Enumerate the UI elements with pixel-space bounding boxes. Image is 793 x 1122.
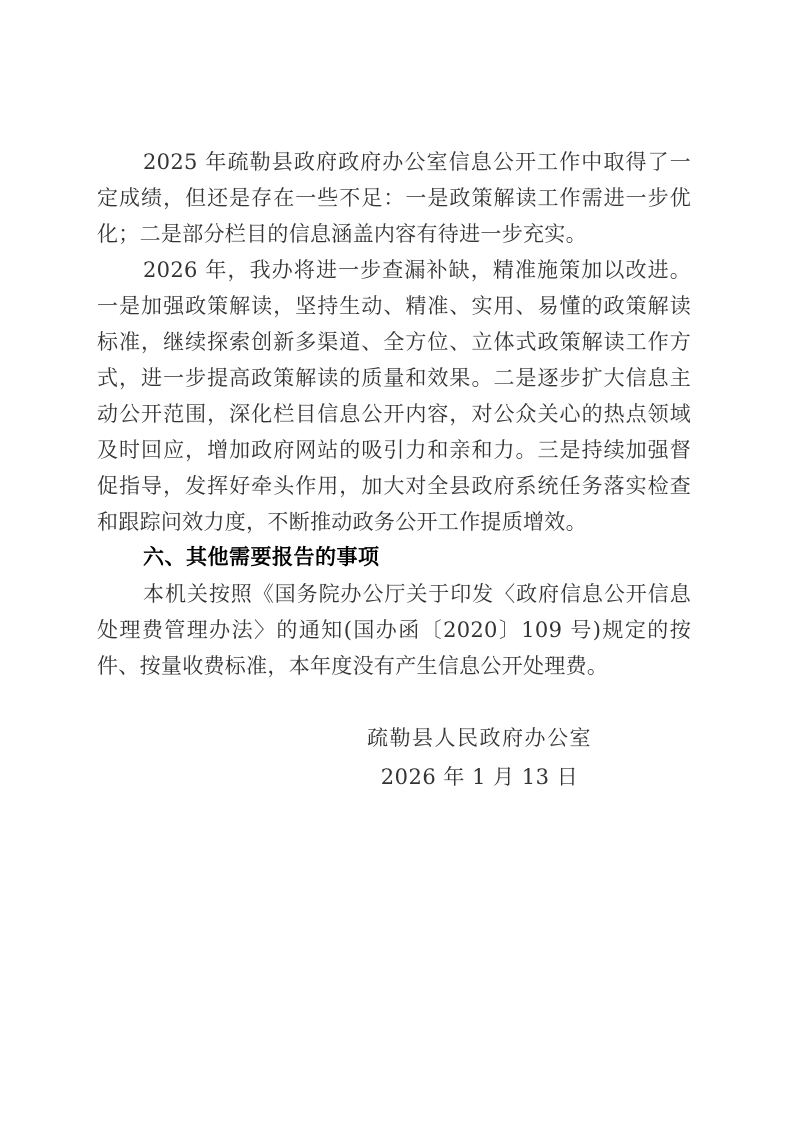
paragraph-processing-fee: 本机关按照《国务院办公厅关于印发〈政府信息公开信息处理费管理办法〉的通知(国办函〔2020〕109 号)规定的按件、按量收费标准，本年度没有产生信息公开处理费。 — [97, 582, 691, 678]
section-heading-other-items: 六、其他需要报告的事项 — [143, 546, 380, 569]
paragraph-shortcomings: 2025 年疏勒县政府政府办公室信息公开工作中取得了一定成绩，但还是存在一些不足：一是政策解读工作需进一步优化；二是部分栏目的信息涵盖内容有待进一步充实。 — [97, 150, 691, 246]
document-body — [97, 144, 691, 795]
paragraph-improvement-plan: 2026 年，我办将进一步查漏补缺，精准施策加以改进。一是加强政策解读，坚持生动、精准、实用、易懂的政策解读标准，继续探索创新多渠道、全方位、立体式政策解读工作方式，进一步提高政策解读的质量和效果。二是逐步扩大信息主动公开范围，深化栏目信息公开内容，对公众关心的热点领域及时回应，增加政府网站的吸引力和亲和力。三是持续加强督促指导，发挥好牵头作用，加大对全县政府系统任务落实检查和跟踪问效力度，不断推动政务公开工作提质增效。 — [97, 258, 691, 534]
signature-organization: 疏勒县人民政府办公室 — [367, 726, 592, 750]
signature-date: 2026 年 1 月 13 日 — [380, 765, 579, 789]
signature-block — [367, 720, 592, 795]
